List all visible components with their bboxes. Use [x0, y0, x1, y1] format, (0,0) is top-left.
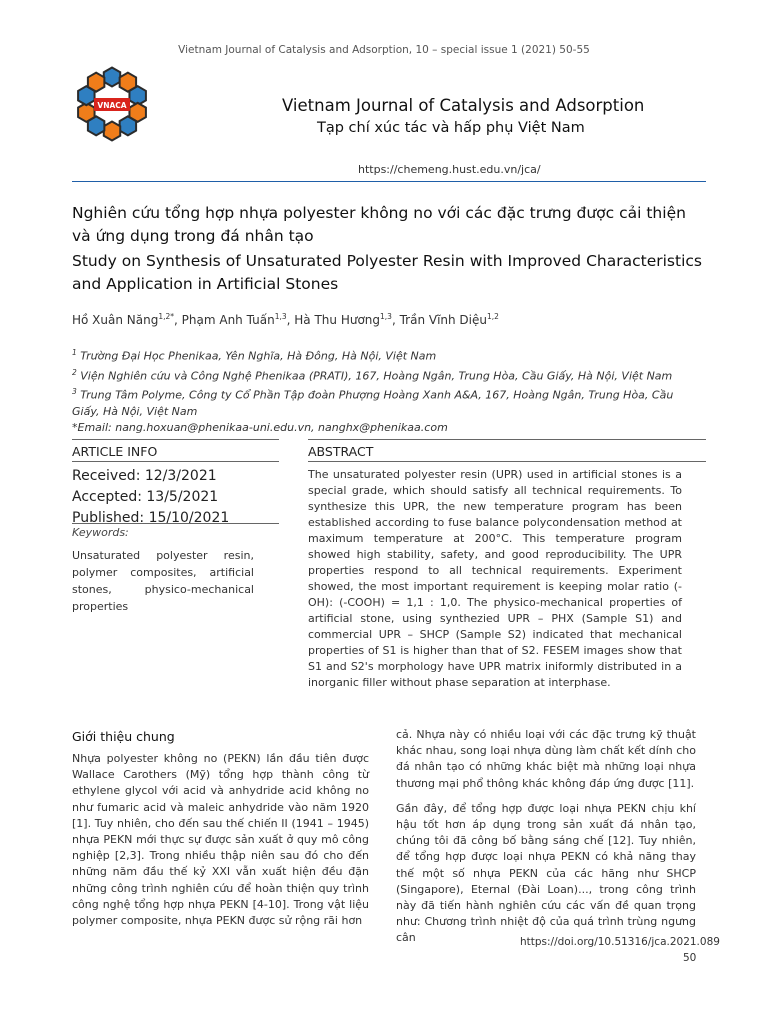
- article-info-mid-rule: [72, 461, 279, 462]
- abstract-mid-rule: [308, 461, 706, 462]
- article-title-en: Study on Synthesis of Unsaturated Polyester Resin with Improved Characteristics and Application in Artificial Stones: [72, 252, 702, 293]
- logo-hexagon: [104, 122, 120, 141]
- author-name: Phạm Anh Tuấn: [181, 313, 275, 327]
- article-title-vi: Nghiên cứu tổng hợp nhựa polyester không no với các đặc trưng được cải thiện và ứng dụng trong đá nhân tạo: [72, 204, 686, 245]
- doi-link[interactable]: https://doi.org/10.51316/jca.2021.089: [520, 936, 720, 948]
- keywords-rule: [72, 523, 279, 524]
- keywords-text: Unsaturated polyester resin, polymer composites, artificial stones, physico-mechanical properties: [72, 549, 254, 613]
- journal-title: Vietnam Journal of Catalysis and Adsorption: [282, 96, 645, 115]
- author-affil-sup: 1,2: [487, 312, 499, 321]
- received-date: Received: 12/3/2021: [72, 468, 217, 484]
- intro-column-left: [72, 751, 369, 938]
- logo-hexagon: [104, 68, 120, 87]
- article-dates: [72, 466, 229, 529]
- abstract-top-rule: [308, 439, 706, 440]
- article-info-top-rule: [72, 439, 279, 440]
- logo-hexagon: [88, 73, 104, 92]
- author-name: Hà Thu Hương: [294, 313, 381, 327]
- author-affil-sup: 1,3: [380, 312, 392, 321]
- accepted-date: Accepted: 13/5/2021: [72, 489, 219, 505]
- logo-text: VNACA: [97, 101, 127, 110]
- keywords-label: Keywords:: [72, 526, 129, 539]
- affiliation-item: $^3$ Trung Tâm Polyme, Công ty Cổ Phần Tập đoàn Phượng Hoàng Xanh A&A, 167, Hoàng Ngân, Trung Hòa, Cầu Giấy, Hà Nội, Việt Nam: [72, 387, 674, 418]
- corresponding-email[interactable]: *Email: nang.hoxuan@phenikaa-uni.edu.vn, nanghx@phenikaa.com: [72, 420, 448, 434]
- author-list: Hồ Xuân Năng$^{1,2*}$, Phạm Anh Tuấn$^{1,3}$, Hà Thu Hương$^{1,3}$, Trần Vĩnh Diệu$^{1,2}$: [72, 312, 499, 327]
- author-name: Trần Vĩnh Diệu: [399, 313, 487, 327]
- published-date: Published: 15/10/2021: [72, 510, 230, 526]
- abstract-text: The unsaturated polyester resin (UPR) used in artificial stones is a special grade, which should satisfy all technical requirements. To synthesize this UPR, the new temperature program has been established according to fuse balance polycondensation method at maximum temperature at 200°C. This temperature program showed high stability, safety, and good reproducibility. The UPR properties respond to all technical requirements. Experiment showed, the most important requirement is keeping molar ratio (-OH): (-COOH) = 1,1 : 1,0. The physico-mechanical properties of artificial stone, using synthezied UPR – PHX (Sample S1) and commercial UPR – SHCP (Sample S2) indicated that mechanical properties of S1 is higher than that of S2. FESEM images show that S1 and S2's morphology have UPR matrix iniformly distributed in a inorganic filler without phase separation at interphase.: [308, 468, 682, 689]
- intro-column-right: [396, 727, 696, 956]
- intro-paragraph: Gần đây, để tổng hợp được loại nhựa PEKN chịu khí hậu tốt hơn áp dụng trong sản xuất đá nhân tạo, chúng tôi đã công bố bằng sáng chế [12]. Tuy nhiên, để tổng hợp được loại nhựa PEKN có khả năng thay thế một số nhựa PEKN của các hãng như SHCP (Singapore), Eternal (Đài Loan)..., trong công trình này đã tiến hành nghiên cứu các vấn đề quan trọng như: Chương trình nhiệt độ của quá trình trùng ngưng cân: [396, 801, 696, 945]
- author-affil-sup: 1,2*: [158, 312, 175, 321]
- header-divider: [72, 181, 706, 182]
- running-head: Vietnam Journal of Catalysis and Adsorption, 10 – special issue 1 (2021) 50-55: [178, 44, 590, 56]
- journal-url[interactable]: https://chemeng.hust.edu.vn/jca/: [358, 163, 541, 176]
- abstract-heading: ABSTRACT: [308, 444, 374, 459]
- journal-subtitle: Tạp chí xúc tác và hấp phụ Việt Nam: [317, 120, 585, 136]
- affiliation-item: $^1$ Trường Đại Học Phenikaa, Yên Nghĩa, Hà Đông, Hà Nội, Việt Nam: [72, 348, 437, 363]
- intro-paragraph: cả. Nhựa này có nhiều loại với các đặc trưng kỹ thuật khác nhau, song loại nhựa dùng làm chất kết dính cho đá nhân tạo có những khác biệt mà những loại nhựa thương mại phổ thông khác không đáp ứng được [11].: [396, 728, 696, 790]
- affiliation-item: $^2$ Viện Nghiên cứu và Công Nghệ Phenikaa (PRATI), 167, Hoàng Ngân, Trung Hòa, Cầu Giấy, Hà Nội, Việt Nam: [72, 367, 673, 383]
- page-number: 50: [683, 952, 697, 964]
- author-affil-sup: 1,3: [274, 312, 287, 321]
- intro-paragraph: Nhựa polyester không no (PEKN) lần đầu tiên được Wallace Carothers (Mỹ) tổng hợp thành công từ ethylene glycol với acid và anhydride acid không no như fumaric acid và maleic anhydride vào năm 1920 [1]. Tuy nhiên, cho đến sau thế chiến II (1941 – 1945) nhựa PEKN mới thực sự được sản xuất ở quy mô công nghiệp [2,3]. Trong nhiều thập niên sau đó cho đến những năm đầu thế kỷ XXI vẫn xuất hiện đều đặn những công trình nghiên cứu để hoàn thiện quy trình công nghệ tổng hợp nhựa PEKN [4-10]. Trong vật liệu polymer composite, nhựa PEKN được sử rộng rãi hơn: [72, 752, 369, 928]
- article-info-heading: ARTICLE INFO: [72, 444, 158, 459]
- affiliations: [72, 345, 697, 436]
- vnaca-logo: [72, 64, 152, 144]
- author-name: Hồ Xuân Năng: [72, 313, 159, 327]
- intro-heading: Giới thiệu chung: [72, 729, 175, 744]
- logo-hexagon: [120, 116, 136, 135]
